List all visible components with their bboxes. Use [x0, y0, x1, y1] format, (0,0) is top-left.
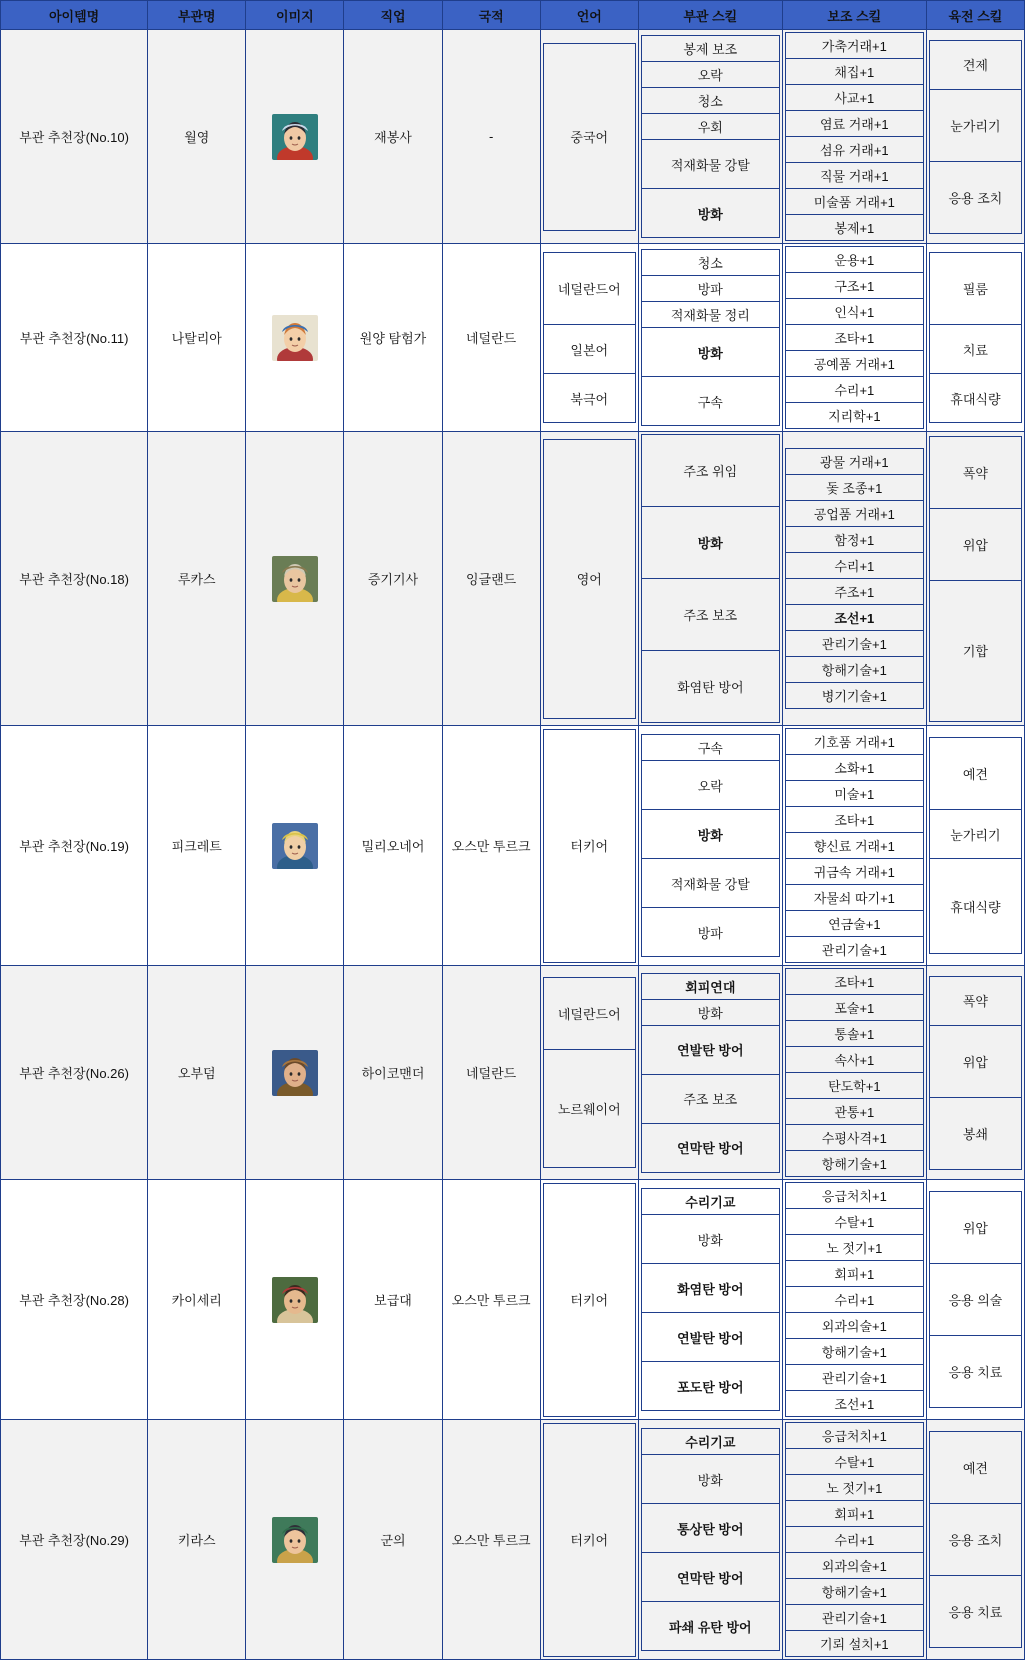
language-group	[543, 1423, 636, 1657]
cell-job: 보급대	[344, 1180, 442, 1420]
cell-sub-skill: 속사+1	[785, 1047, 923, 1073]
cell-mate-skill: 오락	[641, 62, 779, 88]
cell-sub-skill: 응급처치+1	[785, 1183, 923, 1209]
cell-land-skill: 응용 치료	[929, 1576, 1021, 1648]
cell-mate-skill: 포도탄 방어	[641, 1362, 779, 1411]
language-group	[543, 1183, 636, 1417]
cell-land-skill: 예견	[929, 738, 1021, 810]
cell-portrait	[246, 966, 344, 1180]
cell-nationality: 오스만 투르크	[442, 1420, 540, 1660]
table-row	[1, 1180, 1025, 1420]
mate-skill-group	[641, 434, 780, 723]
cell-mate-skill-group	[638, 432, 782, 726]
cell-sub-skill: 기호품 거래+1	[785, 729, 923, 755]
cell-mate-skill: 방화	[641, 1215, 779, 1264]
cell-sub-skill: 수리+1	[785, 1287, 923, 1313]
cell-mate-name: 키라스	[148, 1420, 246, 1660]
cell-sub-skill: 미술품 거래+1	[785, 189, 923, 215]
header-mate-skill: 부관 스킬	[638, 1, 782, 30]
cell-sub-skill: 소화+1	[785, 755, 923, 781]
cell-mate-skill: 구속	[641, 377, 779, 426]
cell-sub-skill-group	[782, 432, 926, 726]
cell-mate-skill: 방화	[641, 189, 779, 238]
cell-sub-skill: 관리기술+1	[785, 937, 923, 963]
cell-sub-skill: 항해기술+1	[785, 657, 923, 683]
cell-portrait	[246, 30, 344, 244]
cell-mate-skill: 연막탄 방어	[641, 1123, 779, 1172]
cell-sub-skill: 광물 거래+1	[785, 449, 923, 475]
cell-language: 영어	[543, 439, 635, 718]
mate-skill-group	[641, 1428, 780, 1651]
cell-mate-skill: 화염탄 방어	[641, 1264, 779, 1313]
cell-mate-skill: 방파	[641, 908, 779, 957]
mate-skill-group	[641, 249, 780, 426]
cell-land-skill-group	[926, 244, 1024, 432]
cell-land-skill-group	[926, 1180, 1024, 1420]
avatar	[272, 1050, 318, 1096]
cell-item-name: 부관 추천장(No.26)	[1, 966, 148, 1180]
cell-sub-skill: 수탈+1	[785, 1449, 923, 1475]
cell-language-group	[540, 726, 638, 966]
cell-language: 네덜란드어	[543, 253, 635, 325]
cell-land-skill: 위압	[929, 1192, 1021, 1264]
cell-nationality: 네덜란드	[442, 966, 540, 1180]
cell-land-skill: 응용 조치	[929, 161, 1021, 233]
header-job: 직업	[344, 1, 442, 30]
cell-sub-skill: 공예품 거래+1	[785, 351, 923, 377]
table-header-row	[1, 1, 1025, 30]
cell-portrait	[246, 244, 344, 432]
table-row	[1, 966, 1025, 1180]
sub-skill-group	[785, 968, 924, 1177]
cell-mate-skill: 방화	[641, 1455, 779, 1504]
cell-language: 터키어	[543, 729, 635, 962]
cell-land-skill: 예견	[929, 1432, 1021, 1504]
avatar	[272, 114, 318, 160]
land-skill-group	[929, 976, 1022, 1170]
language-group	[543, 252, 636, 423]
cell-land-skill: 폭약	[929, 976, 1021, 1025]
cell-mate-skill: 오락	[641, 761, 779, 810]
cell-sub-skill: 응급처치+1	[785, 1423, 923, 1449]
cell-sub-skill: 운용+1	[785, 247, 923, 273]
cell-sub-skill-group	[782, 244, 926, 432]
cell-mate-skill: 구속	[641, 735, 779, 761]
cell-land-skill-group	[926, 726, 1024, 966]
cell-sub-skill: 지리학+1	[785, 403, 923, 429]
cell-mate-name: 오부덤	[148, 966, 246, 1180]
header-name: 부관명	[148, 1, 246, 30]
land-skill-group	[929, 1191, 1022, 1408]
sub-skill-group	[785, 1182, 924, 1417]
cell-mate-name: 카이세리	[148, 1180, 246, 1420]
cell-mate-skill: 파쇄 유탄 방어	[641, 1602, 779, 1651]
header-item: 아이템명	[1, 1, 148, 30]
cell-mate-skill: 적재화물 강탈	[641, 140, 779, 189]
cell-sub-skill: 수리+1	[785, 1527, 923, 1553]
cell-land-skill-group	[926, 966, 1024, 1180]
mate-skill-group	[641, 734, 780, 957]
cell-mate-skill: 화염탄 방어	[641, 651, 779, 723]
cell-language: 노르웨이어	[543, 1050, 635, 1168]
cell-portrait	[246, 1180, 344, 1420]
cell-language-group	[540, 432, 638, 726]
cell-sub-skill: 향신료 거래+1	[785, 833, 923, 859]
cell-sub-skill: 관리기술+1	[785, 1365, 923, 1391]
language-group	[543, 977, 636, 1168]
sub-skill-group	[785, 1422, 924, 1657]
cell-sub-skill: 돛 조종+1	[785, 475, 923, 501]
cell-sub-skill: 미술+1	[785, 781, 923, 807]
cell-land-skill-group	[926, 1420, 1024, 1660]
cell-sub-skill: 항해기술+1	[785, 1151, 923, 1177]
cell-language-group	[540, 1420, 638, 1660]
cell-sub-skill-group	[782, 966, 926, 1180]
cell-land-skill: 응용 치료	[929, 1336, 1021, 1408]
table-body	[1, 30, 1025, 1660]
table-row	[1, 726, 1025, 966]
cell-sub-skill: 수리+1	[785, 377, 923, 403]
cell-language: 중국어	[543, 43, 635, 230]
cell-language: 터키어	[543, 1423, 635, 1656]
cell-job: 원양 탐험가	[344, 244, 442, 432]
cell-sub-skill: 회피+1	[785, 1501, 923, 1527]
cell-mate-skill: 봉제 보조	[641, 36, 779, 62]
cell-language: 북극어	[543, 374, 635, 423]
cell-sub-skill: 조선+1	[785, 605, 923, 631]
language-group	[543, 43, 636, 231]
cell-mate-skill: 주조 보조	[641, 579, 779, 651]
cell-language: 네덜란드어	[543, 978, 635, 1050]
cell-land-skill: 견제	[929, 40, 1021, 89]
cell-land-skill-group	[926, 30, 1024, 244]
header-nationality: 국적	[442, 1, 540, 30]
cell-mate-skill: 적재화물 정리	[641, 302, 779, 328]
cell-sub-skill: 항해기술+1	[785, 1339, 923, 1365]
cell-mate-name: 피크레트	[148, 726, 246, 966]
language-group	[543, 439, 636, 719]
cell-job: 군의	[344, 1420, 442, 1660]
cell-sub-skill: 조선+1	[785, 1391, 923, 1417]
table-row	[1, 30, 1025, 244]
cell-item-name: 부관 추천장(No.11)	[1, 244, 148, 432]
mate-skill-group	[641, 35, 780, 238]
cell-sub-skill: 함정+1	[785, 527, 923, 553]
cell-mate-skill-group	[638, 726, 782, 966]
cell-mate-skill: 통상탄 방어	[641, 1504, 779, 1553]
land-skill-group	[929, 40, 1022, 234]
cell-sub-skill: 공업품 거래+1	[785, 501, 923, 527]
cell-nationality: 오스만 투르크	[442, 726, 540, 966]
cell-land-skill: 치료	[929, 325, 1021, 374]
cell-land-skill-group	[926, 432, 1024, 726]
cell-sub-skill: 외과의술+1	[785, 1553, 923, 1579]
cell-item-name: 부관 추천장(No.10)	[1, 30, 148, 244]
cell-portrait	[246, 432, 344, 726]
cell-sub-skill: 노 젓기+1	[785, 1475, 923, 1501]
cell-mate-skill: 수리기교	[641, 1189, 779, 1215]
cell-mate-skill: 우회	[641, 114, 779, 140]
avatar	[272, 1277, 318, 1323]
cell-sub-skill: 수리+1	[785, 553, 923, 579]
avatar	[272, 315, 318, 361]
cell-mate-name: 나탈리아	[148, 244, 246, 432]
cell-land-skill: 휴대식량	[929, 374, 1021, 423]
cell-nationality: 네덜란드	[442, 244, 540, 432]
cell-mate-skill: 방파	[641, 276, 779, 302]
cell-mate-skill-group	[638, 1180, 782, 1420]
cell-sub-skill: 기뢰 설치+1	[785, 1631, 923, 1657]
land-skill-group	[929, 737, 1022, 954]
mate-skill-group	[641, 1188, 780, 1411]
cell-item-name: 부관 추천장(No.18)	[1, 432, 148, 726]
sub-skill-group	[785, 32, 924, 241]
cell-sub-skill: 관리기술+1	[785, 631, 923, 657]
cell-land-skill: 휴대식량	[929, 859, 1021, 954]
avatar	[272, 1517, 318, 1563]
cell-mate-skill-group	[638, 1420, 782, 1660]
cell-sub-skill: 병기기술+1	[785, 683, 923, 709]
cell-land-skill: 응용 조치	[929, 1504, 1021, 1576]
cell-language-group	[540, 244, 638, 432]
cell-mate-skill: 방화	[641, 328, 779, 377]
cell-sub-skill: 회피+1	[785, 1261, 923, 1287]
cell-mate-skill: 연발탄 방어	[641, 1313, 779, 1362]
cell-sub-skill: 채집+1	[785, 59, 923, 85]
avatar	[272, 556, 318, 602]
cell-nationality: -	[442, 30, 540, 244]
sub-skill-group	[785, 728, 924, 963]
cell-sub-skill: 조타+1	[785, 325, 923, 351]
cell-mate-skill: 방화	[641, 507, 779, 579]
mate-skill-group	[641, 973, 780, 1173]
header-sub-skill: 보조 스킬	[782, 1, 926, 30]
cell-sub-skill: 노 젓기+1	[785, 1235, 923, 1261]
cell-land-skill: 위압	[929, 1025, 1021, 1097]
cell-mate-skill: 주조 위임	[641, 435, 779, 507]
land-skill-group	[929, 252, 1022, 423]
cell-mate-skill: 적재화물 강탈	[641, 859, 779, 908]
cell-sub-skill: 외과의술+1	[785, 1313, 923, 1339]
cell-job: 재봉사	[344, 30, 442, 244]
land-skill-group	[929, 1431, 1022, 1648]
cell-language-group	[540, 966, 638, 1180]
cell-mate-skill-group	[638, 966, 782, 1180]
cell-sub-skill: 구조+1	[785, 273, 923, 299]
cell-item-name: 부관 추천장(No.28)	[1, 1180, 148, 1420]
cell-sub-skill: 봉제+1	[785, 215, 923, 241]
cell-language: 일본어	[543, 325, 635, 374]
cell-land-skill: 응용 의술	[929, 1264, 1021, 1336]
cell-sub-skill: 관통+1	[785, 1099, 923, 1125]
cell-item-name: 부관 추천장(No.29)	[1, 1420, 148, 1660]
cell-job: 하이코맨더	[344, 966, 442, 1180]
cell-sub-skill: 가축거래+1	[785, 33, 923, 59]
land-skill-group	[929, 436, 1022, 722]
cell-mate-skill: 청소	[641, 88, 779, 114]
cell-sub-skill: 관리기술+1	[785, 1605, 923, 1631]
table-row	[1, 432, 1025, 726]
cell-mate-skill: 회피연대	[641, 973, 779, 999]
cell-sub-skill-group	[782, 1420, 926, 1660]
cell-sub-skill-group	[782, 1180, 926, 1420]
cell-mate-skill: 청소	[641, 250, 779, 276]
sub-skill-group	[785, 246, 924, 429]
cell-mate-skill: 연발탄 방어	[641, 1025, 779, 1074]
cell-sub-skill: 직물 거래+1	[785, 163, 923, 189]
cell-land-skill: 필룸	[929, 253, 1021, 325]
cell-mate-skill: 방화	[641, 810, 779, 859]
table-row	[1, 1420, 1025, 1660]
cell-sub-skill-group	[782, 726, 926, 966]
table-row	[1, 244, 1025, 432]
cell-sub-skill: 항해기술+1	[785, 1579, 923, 1605]
cell-sub-skill: 염료 거래+1	[785, 111, 923, 137]
cell-sub-skill: 자물쇠 따기+1	[785, 885, 923, 911]
cell-sub-skill: 사교+1	[785, 85, 923, 111]
cell-sub-skill: 주조+1	[785, 579, 923, 605]
cell-language-group	[540, 1180, 638, 1420]
cell-land-skill: 눈가리기	[929, 810, 1021, 859]
cell-sub-skill: 인식+1	[785, 299, 923, 325]
cell-portrait	[246, 1420, 344, 1660]
cell-mate-skill: 방화	[641, 999, 779, 1025]
cell-land-skill: 기합	[929, 580, 1021, 721]
header-language: 언어	[540, 1, 638, 30]
cell-portrait	[246, 726, 344, 966]
cell-job: 밀리오네어	[344, 726, 442, 966]
cell-land-skill: 폭약	[929, 436, 1021, 508]
cell-sub-skill: 귀금속 거래+1	[785, 859, 923, 885]
cell-sub-skill: 조타+1	[785, 807, 923, 833]
cell-mate-name: 루카스	[148, 432, 246, 726]
cell-mate-skill: 주조 보조	[641, 1074, 779, 1123]
cell-language-group	[540, 30, 638, 244]
sub-skill-group	[785, 448, 924, 709]
cell-language: 터키어	[543, 1183, 635, 1416]
cell-item-name: 부관 추천장(No.19)	[1, 726, 148, 966]
cell-sub-skill-group	[782, 30, 926, 244]
cell-sub-skill: 탄도학+1	[785, 1073, 923, 1099]
cell-sub-skill: 통솔+1	[785, 1021, 923, 1047]
cell-land-skill: 위압	[929, 508, 1021, 580]
cell-sub-skill: 수탈+1	[785, 1209, 923, 1235]
cell-mate-skill-group	[638, 30, 782, 244]
header-land-skill: 육전 스킬	[926, 1, 1024, 30]
language-group	[543, 729, 636, 963]
cell-mate-skill: 연막탄 방어	[641, 1553, 779, 1602]
cell-job: 증기기사	[344, 432, 442, 726]
cell-mate-skill-group	[638, 244, 782, 432]
cell-mate-name: 월영	[148, 30, 246, 244]
cell-land-skill: 눈가리기	[929, 89, 1021, 161]
avatar	[272, 823, 318, 869]
cell-nationality: 잉글랜드	[442, 432, 540, 726]
cell-land-skill: 봉쇄	[929, 1097, 1021, 1169]
cell-sub-skill: 수평사격+1	[785, 1125, 923, 1151]
header-image: 이미지	[246, 1, 344, 30]
cell-sub-skill: 포술+1	[785, 995, 923, 1021]
cell-mate-skill: 수리기교	[641, 1429, 779, 1455]
cell-sub-skill: 조타+1	[785, 969, 923, 995]
cell-nationality: 오스만 투르크	[442, 1180, 540, 1420]
cell-sub-skill: 연금술+1	[785, 911, 923, 937]
cell-sub-skill: 섬유 거래+1	[785, 137, 923, 163]
